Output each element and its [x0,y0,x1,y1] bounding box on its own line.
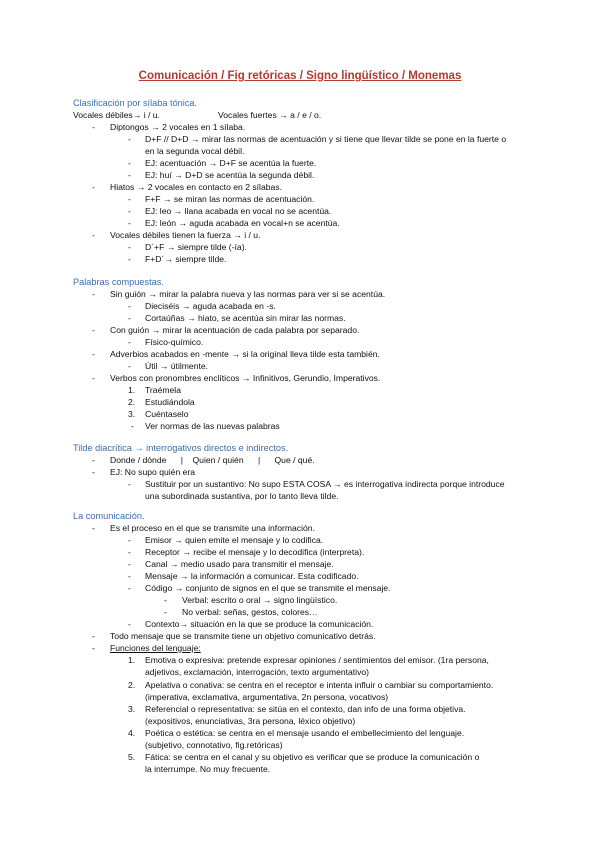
bullet: - [128,313,131,323]
bullet: - [128,535,131,545]
item-donde-quien-que: Donde / dónde | Quien / quién | Que / qué. [110,455,315,465]
bullet: - [92,325,95,335]
funcion-poetica: Poética o estética: se centra en el mensaje usando el embellecimiento del lenguaje. [145,728,465,738]
list-number: 1. [128,655,136,665]
elemento-codigo: Código → conjunto de signos en el que se transmite el mensaje. [145,583,391,593]
document-title: Comunicación / Fig retóricas / Signo lingüístico / Monemas [138,70,462,82]
heading-silaba-tonica: Clasificación por sílaba tónica. [73,98,198,108]
bullet: - [92,643,95,653]
heading-tilde-diacritica: Tilde diacrítica → interrogativos directos e indirectos. [73,443,289,453]
bullet: - [128,559,131,569]
list-number: 3. [128,409,136,419]
bullet: - [92,349,95,359]
funcion-emotiva-cont: adjetivos, exclamación, interrogación, texto argumentativo) [145,667,370,677]
funcion-poetica-cont: (subjetivo, connotativo, fig.retóricas) [145,740,283,750]
bullet: - [164,607,167,617]
con-guion-ej1: Físico-químico. [145,337,204,347]
bullet: - [164,595,167,605]
bullet: - [92,631,95,641]
elemento-emisor: Emisor → quien emite el mensaje y lo codifica. [145,535,324,545]
bullet: - [131,421,134,431]
bullet: - [128,337,131,347]
funcion-referencial: Referencial o representativa: se sitúa en el contexto, dan info de una forma objetiva. [145,704,466,714]
bullet: - [128,218,131,228]
bullet: - [128,619,131,629]
item-vocales-debiles-fuerza: Vocales débiles tienen la fuerza → i / u. [110,230,261,240]
bullet: - [128,361,131,371]
sustituir-regla-cont: una subordinada sustantiva, por lo tanto lleva tilde. [145,491,339,501]
bullet: - [92,523,95,533]
item-hiatos: Hiatos → 2 vocales en contacto en 2 sílabas. [110,182,282,192]
item-proceso: Es el proceso en el que se transmite una información. [110,523,315,533]
bullet: - [128,301,131,311]
bullet: - [128,134,131,144]
bullet: - [128,254,131,264]
funcion-fatica-cont: la interrumpe. No muy frecuente. [145,764,271,774]
item-todo-mensaje: Todo mensaje que se transmite tiene un objetivo comunicativo detrás. [110,631,376,641]
bullet: - [128,206,131,216]
vdf-regla2: F+D´→ siempre tilde. [145,254,227,264]
funcion-emotiva: Emotiva o expresiva: pretende expresar opiniones / sentimientos del emisor. (1ra persona, [145,655,489,665]
funcion-fatica: Fática: se centra en el canal y su objetivo es verificar que se produce la comunicación o [145,752,480,762]
verbos-ej2: Estudiándola [145,397,195,407]
funcion-apelativa-cont: (imperativa, exclamativa, argumentativa, 2n persona, vocativos) [145,692,389,702]
list-number: 3. [128,704,136,714]
bullet: - [92,122,95,132]
hiatos-regla: F+F → se miran las normas de acentuación. [145,194,315,204]
list-number: 1. [128,385,136,395]
verbos-ej3: Cuéntaselo [145,409,189,419]
bullet: - [128,571,131,581]
heading-palabras-compuestas: Palabras compuestas. [73,277,164,287]
item-ej-quien: EJ: No supo quién era [110,467,196,477]
codigo-no-verbal: No verbal: señas, gestos, colores… [182,607,318,617]
vocales-debiles: Vocales débiles→ i / u. [73,110,160,120]
bullet: - [92,230,95,240]
verbos-nota: Ver normas de las nuevas palabras [145,421,280,431]
hiatos-ej1: EJ: leo → llana acabada en vocal no se acentúa. [145,206,332,216]
sustituir-regla: Sustituir por un sustantivo: No supo ESTA COSA → es interrogativa indirecta porque introduce [145,479,505,489]
item-sin-guion: Sin guión → mirar la palabra nueva y las normas para ver si se acentúa. [110,289,386,299]
bullet: - [92,289,95,299]
item-funciones-lenguaje: Funciones del lenguaje: [110,643,201,653]
bullet: - [128,158,131,168]
bullet: - [128,194,131,204]
funcion-apelativa: Apelativa o conativa: se centra en el receptor e intenta influir o cambiar su comportamiento. [145,680,494,690]
vdf-regla1: D´+F → siempre tilde (-ía). [145,242,247,252]
elemento-canal: Canal → medio usado para transmitir el mensaje. [145,559,334,569]
funcion-referencial-cont: (expositivos, enunciativas, 3ra persona, léxico objetivo) [145,716,356,726]
list-number: 2. [128,680,136,690]
elemento-mensaje: Mensaje → la información a comunicar. Esta codificado. [145,571,359,581]
bullet: - [92,455,95,465]
codigo-verbal: Verbal: escrito o oral → signo lingüístico. [182,595,338,605]
sin-guion-ej1: Dieciséis → aguda acabada en -s. [145,301,276,311]
verbos-ej1: Traémela [145,385,181,395]
adverbios-ej1: Útil → útilmente. [145,361,209,371]
list-number: 4. [128,728,136,738]
bullet: - [128,547,131,557]
bullet: - [92,182,95,192]
bullet: - [92,373,95,383]
vocales-fuertes: Vocales fuertes → a / e / o. [218,110,322,120]
diptongos-regla: D+F // D+D → mirar las normas de acentuación y si tiene que llevar tilde se pone en la fuerte o [145,134,507,144]
bullet: - [128,583,131,593]
diptongos-regla-cont: en la segunda vocal débil. [145,146,245,156]
hiatos-ej2: EJ: león → aguda acabada en vocal+n se acentúa. [145,218,340,228]
elemento-contexto: Contexto→ situación en la que se produce la comunicación. [145,619,374,629]
diptongos-ej1: EJ: acentuación → D+F se acentúa la fuerte. [145,158,317,168]
elemento-receptor: Receptor → recibe el mensaje y lo decodifica (interpreta). [145,547,365,557]
item-adverbios: Adverbios acabados en -mente → si la original lleva tilde esta también. [110,349,380,359]
bullet: - [128,170,131,180]
list-number: 2. [128,397,136,407]
list-number: 5. [128,752,136,762]
heading-comunicacion: La comunicación. [73,511,145,521]
sin-guion-ej2: Cortaúñas → hiato, se acentúa sin mirar las normas. [145,313,346,323]
item-con-guion: Con guión → mirar la acentuación de cada palabra por separado. [110,325,360,335]
bullet: - [128,479,131,489]
bullet: - [92,467,95,477]
item-diptongos: Diptongos → 2 vocales en 1 sílaba. [110,122,246,132]
bullet: - [128,242,131,252]
item-verbos-encliticos: Verbos con pronombres enclíticos → Infinitivos, Gerundio, Imperativos. [110,373,381,383]
diptongos-ej2: EJ: huí → D+D se acentúa la segunda débil. [145,170,315,180]
